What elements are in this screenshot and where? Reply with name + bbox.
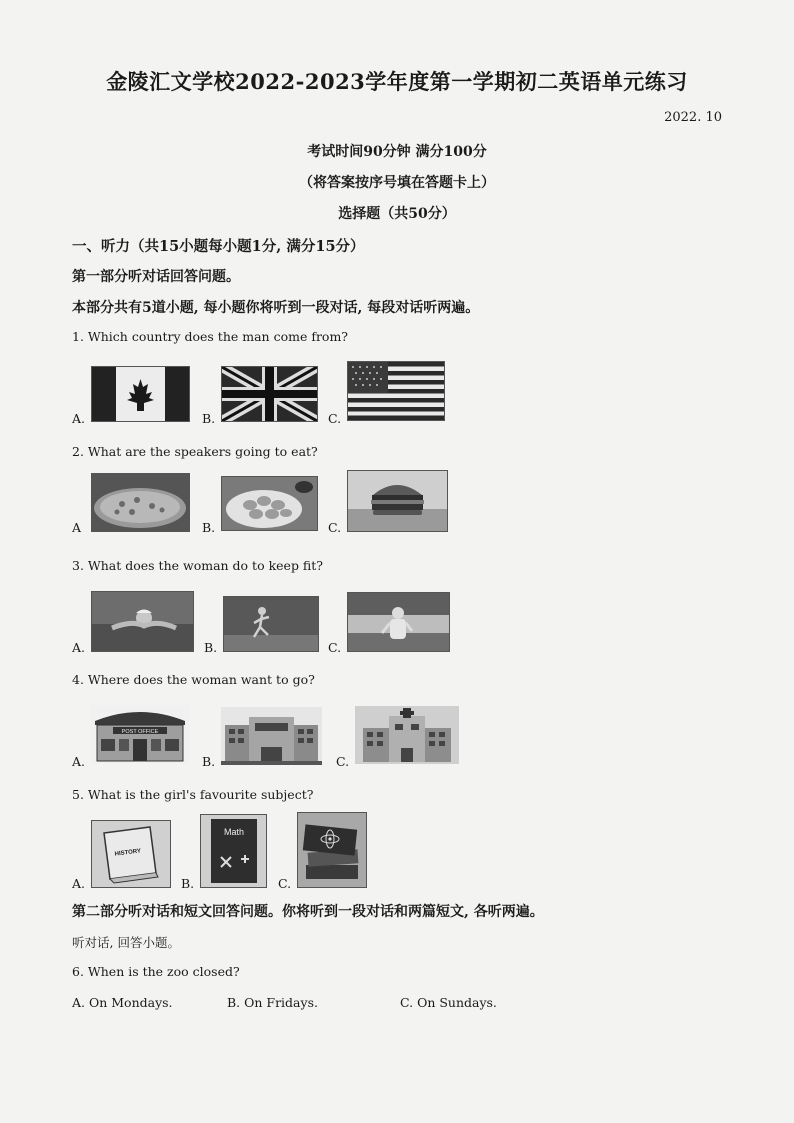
question-3: 3. What does the woman do to keep fit?: [72, 558, 323, 573]
math-book-title: Math: [223, 827, 245, 837]
part2-heading: 第二部分听对话和短文回答问题。你将听到一段对话和两篇短文, 各听两遍。: [72, 904, 544, 920]
q6-option-b[interactable]: B. On Fridays.: [227, 995, 318, 1010]
q1-option-c[interactable]: C.: [328, 411, 342, 426]
chicken-nuggets-image[interactable]: [221, 476, 318, 531]
section-title: 选择题（共50分）: [338, 206, 456, 222]
running-image[interactable]: [223, 596, 319, 652]
shopping-center-image[interactable]: [221, 707, 322, 765]
q6-option-a[interactable]: A. On Mondays.: [72, 995, 173, 1010]
q1-option-a[interactable]: A.: [72, 411, 86, 426]
hamburger-image[interactable]: [347, 470, 448, 532]
q2-option-a[interactable]: A: [72, 520, 82, 535]
q4-option-a[interactable]: A.: [72, 754, 86, 769]
exam-info: 考试时间90分钟 满分100分: [307, 144, 487, 160]
swimming-image[interactable]: [91, 591, 194, 652]
q5-option-c[interactable]: C.: [278, 876, 292, 891]
exam-date: 2022. 10: [664, 110, 722, 125]
hospital-image[interactable]: [355, 706, 459, 764]
q2-option-b[interactable]: B.: [202, 520, 216, 535]
history-book-image[interactable]: [91, 820, 171, 888]
pizza-image[interactable]: [91, 473, 190, 532]
listen-note: 听对话, 回答小题。: [72, 935, 180, 950]
canada-flag-image[interactable]: [91, 366, 190, 422]
math-book-image[interactable]: [200, 814, 267, 888]
q3-option-a[interactable]: A.: [72, 640, 86, 655]
q6-option-c[interactable]: C. On Sundays.: [400, 995, 497, 1010]
post-office-image[interactable]: [91, 705, 189, 763]
history-book-title: HISTORY: [114, 848, 142, 858]
question-1: 1. Which country does the man come from?: [72, 329, 349, 344]
q4-option-c[interactable]: C.: [336, 754, 350, 769]
question-5: 5. What is the girl's favourite subject?: [72, 787, 314, 802]
part1-instruction: 本部分共有5道小题, 每小题你将听到一段对话, 每段对话听两遍。: [72, 300, 480, 316]
q2-option-c[interactable]: C.: [328, 520, 342, 535]
q5-option-b[interactable]: B.: [181, 876, 195, 891]
uk-flag-image[interactable]: [221, 366, 318, 422]
q3-option-b[interactable]: B.: [204, 640, 218, 655]
q4-option-b[interactable]: B.: [202, 754, 216, 769]
part1-sub-heading: 第一部分听对话回答问题。: [72, 269, 240, 285]
question-6: 6. When is the zoo closed?: [72, 964, 240, 979]
q1-option-b[interactable]: B.: [202, 411, 216, 426]
part1-heading: 一、听力（共15小题每小题1分, 满分15分）: [72, 238, 365, 255]
page-title: 金陵汇文学校2022-2023学年度第一学期初二英语单元练习: [106, 69, 688, 94]
usa-flag-image[interactable]: [347, 361, 445, 421]
jogging-image[interactable]: [347, 592, 450, 652]
q5-option-a[interactable]: A.: [72, 876, 86, 891]
answer-note: （将答案按序号填在答题卡上）: [299, 175, 495, 191]
q3-option-c[interactable]: C.: [328, 640, 342, 655]
question-4: 4. Where does the woman want to go?: [72, 672, 315, 687]
science-books-image[interactable]: [297, 812, 367, 888]
post-office-sign: POST OFFICE: [121, 729, 159, 735]
question-2: 2. What are the speakers going to eat?: [72, 444, 318, 459]
